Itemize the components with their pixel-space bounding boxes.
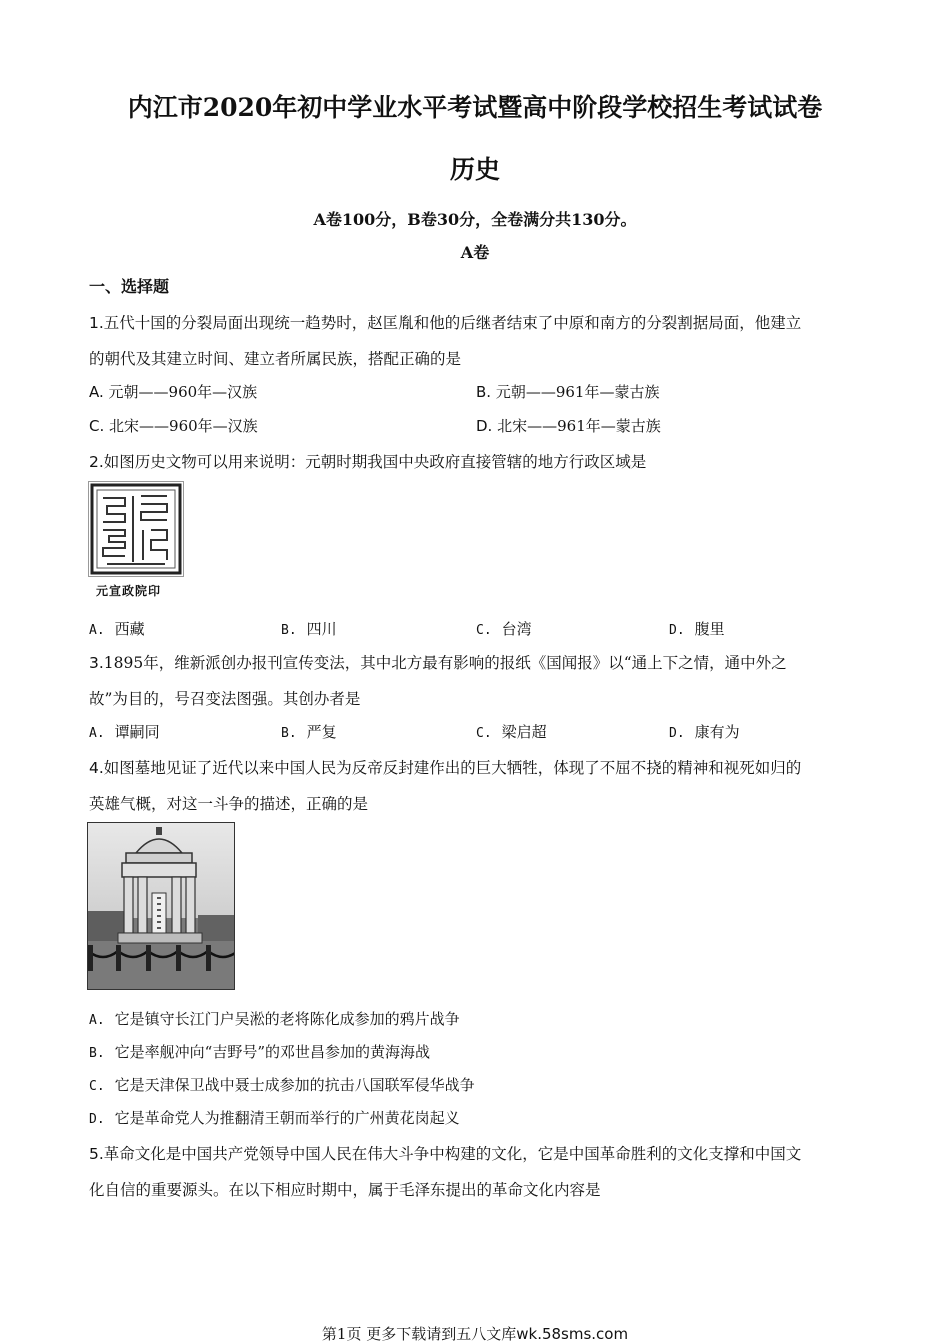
option-letter: A. (89, 623, 105, 638)
seal-image (88, 481, 184, 577)
memorial-monument-icon (88, 823, 234, 989)
question-number: 3. (89, 654, 104, 672)
option-text: 谭嗣同 (114, 723, 160, 741)
option-text: 它是率舰冲向“吉野号”的邓世昌参加的黄海海战 (114, 1043, 430, 1061)
question-5-line-1 (89, 1142, 801, 1164)
question-number: 4. (89, 759, 104, 777)
question-4-line-1 (89, 756, 801, 778)
option-text: 腹里 (694, 620, 725, 638)
option-letter: B. (89, 1046, 105, 1061)
question-2-option-d (669, 618, 725, 639)
option-text: 台湾 (501, 620, 532, 638)
option-letter: D. (476, 417, 493, 435)
question-5-line-2: 化自信的重要源头。在以下相应时期中，属于毛泽东提出的革命文化内容是 (89, 1181, 601, 1199)
paper-label: A卷 (460, 243, 490, 262)
question-1-line-1 (89, 311, 801, 333)
question-2-option-a (89, 618, 145, 639)
option-text: 北宋——960年—汉族 (109, 417, 258, 435)
footer-page-label: 第1页 更多下载请到五八文库 (321, 1325, 517, 1343)
question-3-option-a (89, 721, 160, 742)
question-3-option-b (281, 721, 337, 742)
question-3-line-2: 故”为目的，号召变法图强。其创办者是 (89, 690, 361, 708)
question-4-option-c (89, 1074, 475, 1095)
option-text: 北宋——961年—蒙古族 (497, 417, 661, 435)
question-3-line-1 (89, 651, 787, 673)
question-3-option-c (476, 721, 547, 742)
option-text: 康有为 (694, 723, 740, 741)
exam-title: 内江市2020年初中学业水平考试暨高中阶段学校招生考试试卷 (127, 93, 823, 122)
question-2-line-1 (89, 450, 646, 472)
option-letter: C. (89, 417, 105, 435)
option-letter: D. (669, 623, 685, 638)
question-text: 五代十国的分裂局面出现统一趋势时，赵匡胤和他的后继者结束了中原和南方的分裂割据局面，他建立 (103, 314, 802, 332)
question-1-option-b (476, 381, 659, 402)
subject-title: 历史 (449, 155, 500, 184)
option-text: 元朝——961年—蒙古族 (495, 383, 660, 401)
question-text: 1895年，维新派创办报刊宣传变法，其中北方最有影响的报纸《国闻报》以“通上下之情，通中外之 (103, 654, 787, 672)
question-2-option-c (476, 618, 532, 639)
option-letter: C. (476, 623, 492, 638)
option-letter: A. (89, 1013, 105, 1028)
option-text: 梁启超 (501, 723, 547, 741)
question-text: 如图墓地见证了近代以来中国人民为反帝反封建作出的巨大牺牲，体现了不屈不挠的精神和视死如归的 (103, 759, 802, 777)
question-number: 1. (89, 314, 104, 332)
option-letter: C. (476, 726, 492, 741)
option-text: 它是天津保卫战中聂士成参加的抗击八国联军侵华战争 (114, 1076, 475, 1094)
option-text: 严复 (306, 723, 337, 741)
footer-site-link[interactable]: wk.58sms.com (516, 1325, 629, 1343)
question-4-option-b (89, 1041, 430, 1062)
question-3-option-d (669, 721, 740, 742)
question-4-option-d (89, 1107, 460, 1128)
option-letter: B. (476, 383, 492, 401)
question-number: 2. (89, 453, 104, 471)
option-text: 它是革命党人为推翻清王朝而举行的广州黄花岗起义 (114, 1109, 460, 1127)
question-text: 如图历史文物可以用来说明：元朝时期我国中央政府直接管辖的地方行政区域是 (103, 453, 647, 471)
scoring-note: A卷100分，B卷30分，全卷满分共130分。 (313, 210, 637, 229)
option-letter: B. (281, 623, 297, 638)
question-1-option-c (89, 415, 258, 436)
section-heading: 一、选择题 (89, 277, 170, 296)
option-letter: C. (89, 1079, 105, 1094)
option-text: 元朝——960年—汉族 (108, 383, 258, 401)
option-text: 西藏 (114, 620, 145, 638)
option-text: 四川 (306, 620, 337, 638)
question-number: 5. (89, 1145, 104, 1163)
option-letter: B. (281, 726, 297, 741)
question-4-line-2: 英雄气概，对这一斗争的描述，正确的是 (89, 795, 369, 813)
question-1-option-a (89, 381, 257, 402)
question-1-option-d (476, 415, 661, 436)
question-4-option-a (89, 1008, 460, 1029)
option-letter: D. (669, 726, 685, 741)
option-text: 它是镇守长江门户吴淞的老将陈化成参加的鸦片战争 (114, 1010, 460, 1028)
option-letter: A. (89, 726, 105, 741)
cemetery-photo (87, 822, 235, 990)
option-letter: D. (89, 1112, 105, 1127)
option-letter: A. (89, 383, 104, 401)
seal-caption: 元宣政院印 (96, 584, 162, 598)
question-1-line-2: 的朝代及其建立时间、建立者所属民族，搭配正确的是 (89, 350, 462, 368)
seal-icon (89, 482, 183, 576)
question-text: 革命文化是中国共产党领导中国人民在伟大斗争中构建的文化，它是中国革命胜利的文化支撑和中国文 (103, 1145, 802, 1163)
page-footer (0, 1323, 950, 1344)
question-2-option-b (281, 618, 337, 639)
